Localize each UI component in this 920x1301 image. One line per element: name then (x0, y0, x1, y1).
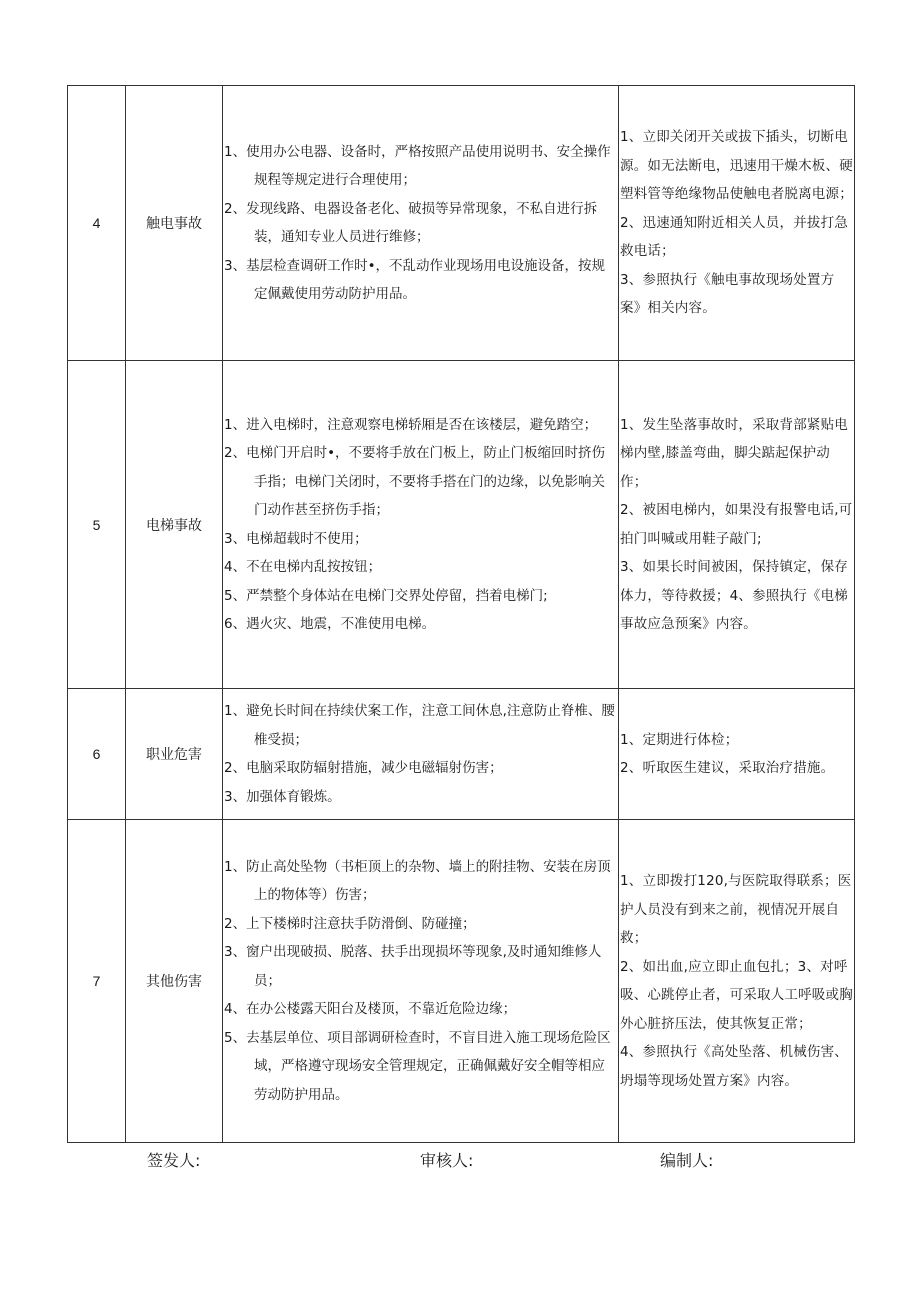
emergency-measures-text: 1、定期进行体检； 2、听取医生建议，采取治疗措施。 (620, 731, 835, 776)
measure-item: 5、去基层单位、项目部调研检查时，不盲目进入施工现场危险区域，严格遵守现场安全管理规定，正确佩戴好安全帽等相应劳动防护用品。 (224, 1029, 611, 1103)
hazard-name: 触电事故 (126, 86, 223, 361)
emergency-measures-cell (619, 689, 855, 820)
emergency-measures-cell (619, 820, 855, 1143)
prevention-measures-list (223, 138, 618, 309)
prevention-measures-cell (223, 86, 619, 361)
measure-item: 3、基层检查调研工作时•，不乱动作业现场用电设施设备，按规定佩戴使用劳动防护用品。 (224, 257, 606, 302)
measure-item: 3、加强体育锻炼。 (224, 788, 341, 805)
issuer-label: 签发人: (147, 1151, 201, 1170)
measure-item: 4、在办公楼露天阳台及楼顶，不靠近危险边缘； (224, 1001, 517, 1018)
row-number: 7 (68, 820, 126, 1143)
measure-item: 6、遇火灾、地震，不准使用电梯。 (224, 616, 436, 632)
prevention-measures-list (223, 697, 618, 811)
measure-item: 2、电梯门开启时•，不要将手放在门板上，防止门板缩回时挤伤手指；电梯门关闭时，不要将手搭在门的边缘，以免影响关门动作甚至挤伤手指； (224, 445, 606, 518)
hazard-name: 职业危害 (126, 689, 223, 820)
row-number: 4 (68, 86, 126, 361)
measure-item: 1、避免长时间在持续伏案工作，注意工间休息,注意防止脊椎、腰椎受损； (224, 703, 615, 748)
row-number: 6 (68, 689, 126, 820)
table-row (68, 86, 855, 361)
measure-item: 5、严禁整个身体站在电梯门交界处停留，挡着电梯门; (224, 587, 548, 604)
measure-item: 3、窗户出现破损、脱落、扶手出现损坏等现象,及时通知维修人员； (224, 944, 602, 989)
prevention-measures-list (223, 853, 618, 1110)
emergency-measures-text: 1、立即关闭开关或拔下插头，切断电源。如无法断电，迅速用干燥木板、硬塑料管等绝缘物品使触电者脱离电源； 2、迅速通知附近相关人员，并拔打急救电话； 3、参照执行《触电事故现场处置方案》相关内容。 (620, 129, 853, 317)
measure-item: 2、电脑采取防辐射措施，减少电磁辐射伤害； (224, 760, 503, 776)
measure-item: 2、发现线路、电器设备老化、破损等异常现象，不私自进行拆装，通知专业人员进行维修； (224, 200, 598, 245)
measure-item: 1、防止高处坠物（书柜顶上的杂物、墙上的附挂物、安装在房顶上的物体等）伤害； (224, 858, 611, 904)
risk-control-table (67, 85, 855, 1143)
measure-item: 1、进入电梯时，注意观察电梯轿厢是否在该楼层，避免踏空； (224, 416, 598, 433)
row-number: 5 (68, 361, 126, 689)
emergency-measures-cell (619, 361, 855, 689)
prevention-measures-cell (223, 689, 619, 820)
measure-item: 2、上下楼梯时注意扶手防滑倒、防碰撞； (224, 915, 476, 932)
measure-item: 1、使用办公电器、设备时，严格按照产品使用说明书、安全操作规程等规定进行合理使用； (224, 143, 611, 188)
table-row (68, 361, 855, 689)
editor-label: 编制人: (660, 1151, 714, 1170)
hazard-name: 其他伤害 (126, 820, 223, 1143)
hazard-name: 电梯事故 (126, 361, 223, 689)
table-row (68, 689, 855, 820)
measure-item: 4、不在电梯内乱按按钮； (224, 559, 382, 575)
signature-footer (0, 1148, 920, 1176)
prevention-measures-list (223, 411, 618, 639)
measure-item: 3、电梯超载时不使用； (224, 530, 368, 547)
reviewer-label: 审核人: (420, 1151, 474, 1170)
prevention-measures-cell (223, 361, 619, 689)
prevention-measures-cell (223, 820, 619, 1143)
emergency-measures-cell (619, 86, 855, 361)
emergency-measures-text: 1、立即拨打120,与医院取得联系；医护人员没有到来之前，视情况开展自救； 2、如出血,应立即止血包扎；3、对呼吸、心跳停止者，可采取人工呼吸或胸外心脏挤压法，使其恢复正常； 4、参照执行《高处坠落、机械伤害、坍塌等现场处置方案》内容。 (620, 873, 853, 1089)
emergency-measures-text: 1、发生坠落事故时，采取背部紧贴电梯内壁,膝盖弯曲，脚尖踮起保护动作； 2、被困电梯内，如果没有报警电话,可拍门叫喊或用鞋子敲门; 3、如果长时间被困，保持镇定，保存体力，等待救援；4、参照执行《电梯事故应急预案》内容。 (620, 416, 853, 632)
table-row (68, 820, 855, 1143)
